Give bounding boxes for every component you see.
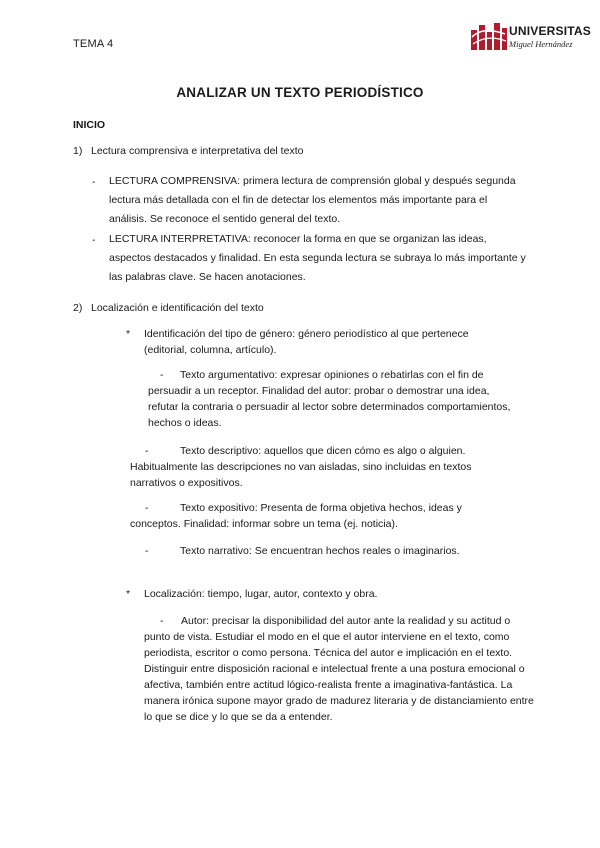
- logo-title: UNIVERSITAS: [509, 24, 591, 38]
- texto-descriptivo: Texto descriptivo: aquellos que dicen cómo es algo o alguien. Habitualmente las descripciones no van aisladas, sino incluidas en textos narrativos o expositivos.: [130, 445, 472, 489]
- section2-heading: Localización e identificación del texto: [91, 302, 264, 314]
- texto-expositivo: Texto expositivo: Presenta de forma objetiva hechos, ideas y conceptos. Finalidad: informar sobre un tema (ej. noticia).: [130, 502, 462, 530]
- university-emblem-icon: [471, 22, 507, 52]
- tema-label: TEMA 4: [73, 38, 114, 50]
- list-item-marker: -: [145, 502, 149, 514]
- lectura-comprensiva-item: LECTURA COMPRENSIVA: primera lectura de comprensión global y después segunda lectura más detallada con el fin de detectar los elementos más importante para el análisis. Se reconoce el sentido general del texto.: [109, 175, 516, 225]
- inicio-heading: INICIO: [73, 119, 106, 131]
- asterisk-marker: *: [126, 588, 131, 600]
- genre-identification: Identificación del tipo de género: género periodístico al que pertenece (editorial, columna, artículo).: [144, 328, 469, 356]
- logo-subtitle: Miguel Hernández: [509, 39, 573, 49]
- section2-number: 2): [73, 302, 83, 314]
- section1-heading: Lectura comprensiva e interpretativa del texto: [91, 145, 304, 157]
- list-item-marker: -: [92, 176, 96, 188]
- texto-narrativo: Texto narrativo: Se encuentran hechos reales o imaginarios.: [180, 545, 460, 557]
- localizacion-item: Localización: tiempo, lugar, autor, contexto y obra.: [144, 588, 378, 600]
- list-item-marker: -: [160, 369, 164, 381]
- list-item-marker: -: [145, 445, 149, 457]
- section1-number: 1): [73, 145, 83, 157]
- document-title: ANALIZAR UN TEXTO PERIODÍSTICO: [176, 85, 424, 100]
- list-item-marker: -: [145, 545, 149, 557]
- lectura-interpretativa-item: LECTURA INTERPRETATIVA: reconocer la forma en que se organizan las ideas, aspectos destacados y finalidad. En esta segunda lectura se subraya lo más importante y las palabras clave. Se hacen anotaciones.: [109, 233, 526, 283]
- texto-argumentativo: Texto argumentativo: expresar opiniones o rebatirlas con el fin de persuadir a un receptor. Finalidad del autor: probar o demostrar una idea, refutar la contraria o persuadir al lector sobre determinados comportamientos, hechos o ideas.: [148, 369, 511, 429]
- asterisk-marker: *: [126, 328, 131, 340]
- university-logo: [471, 20, 591, 54]
- autor-item: Autor: precisar la disponibilidad del autor ante la realidad y su actitud o punto de vista. Estudiar el modo en el que el autor interviene en el texto, como periodista, escritor o como persona. Técnica del autor e implicación en el texto. Distinguir entre disposición racional e intelectual frente a una postura emocional o afectiva, también entre actitud lógico-realista frente a imaginativa-fantástica. La manera irónica supone mayor grado de madurez literaria y de distanciamiento entre lo que se dice y lo que se da a entender.: [144, 615, 534, 723]
- list-item-marker: -: [160, 615, 164, 627]
- list-item-marker: -: [92, 234, 96, 246]
